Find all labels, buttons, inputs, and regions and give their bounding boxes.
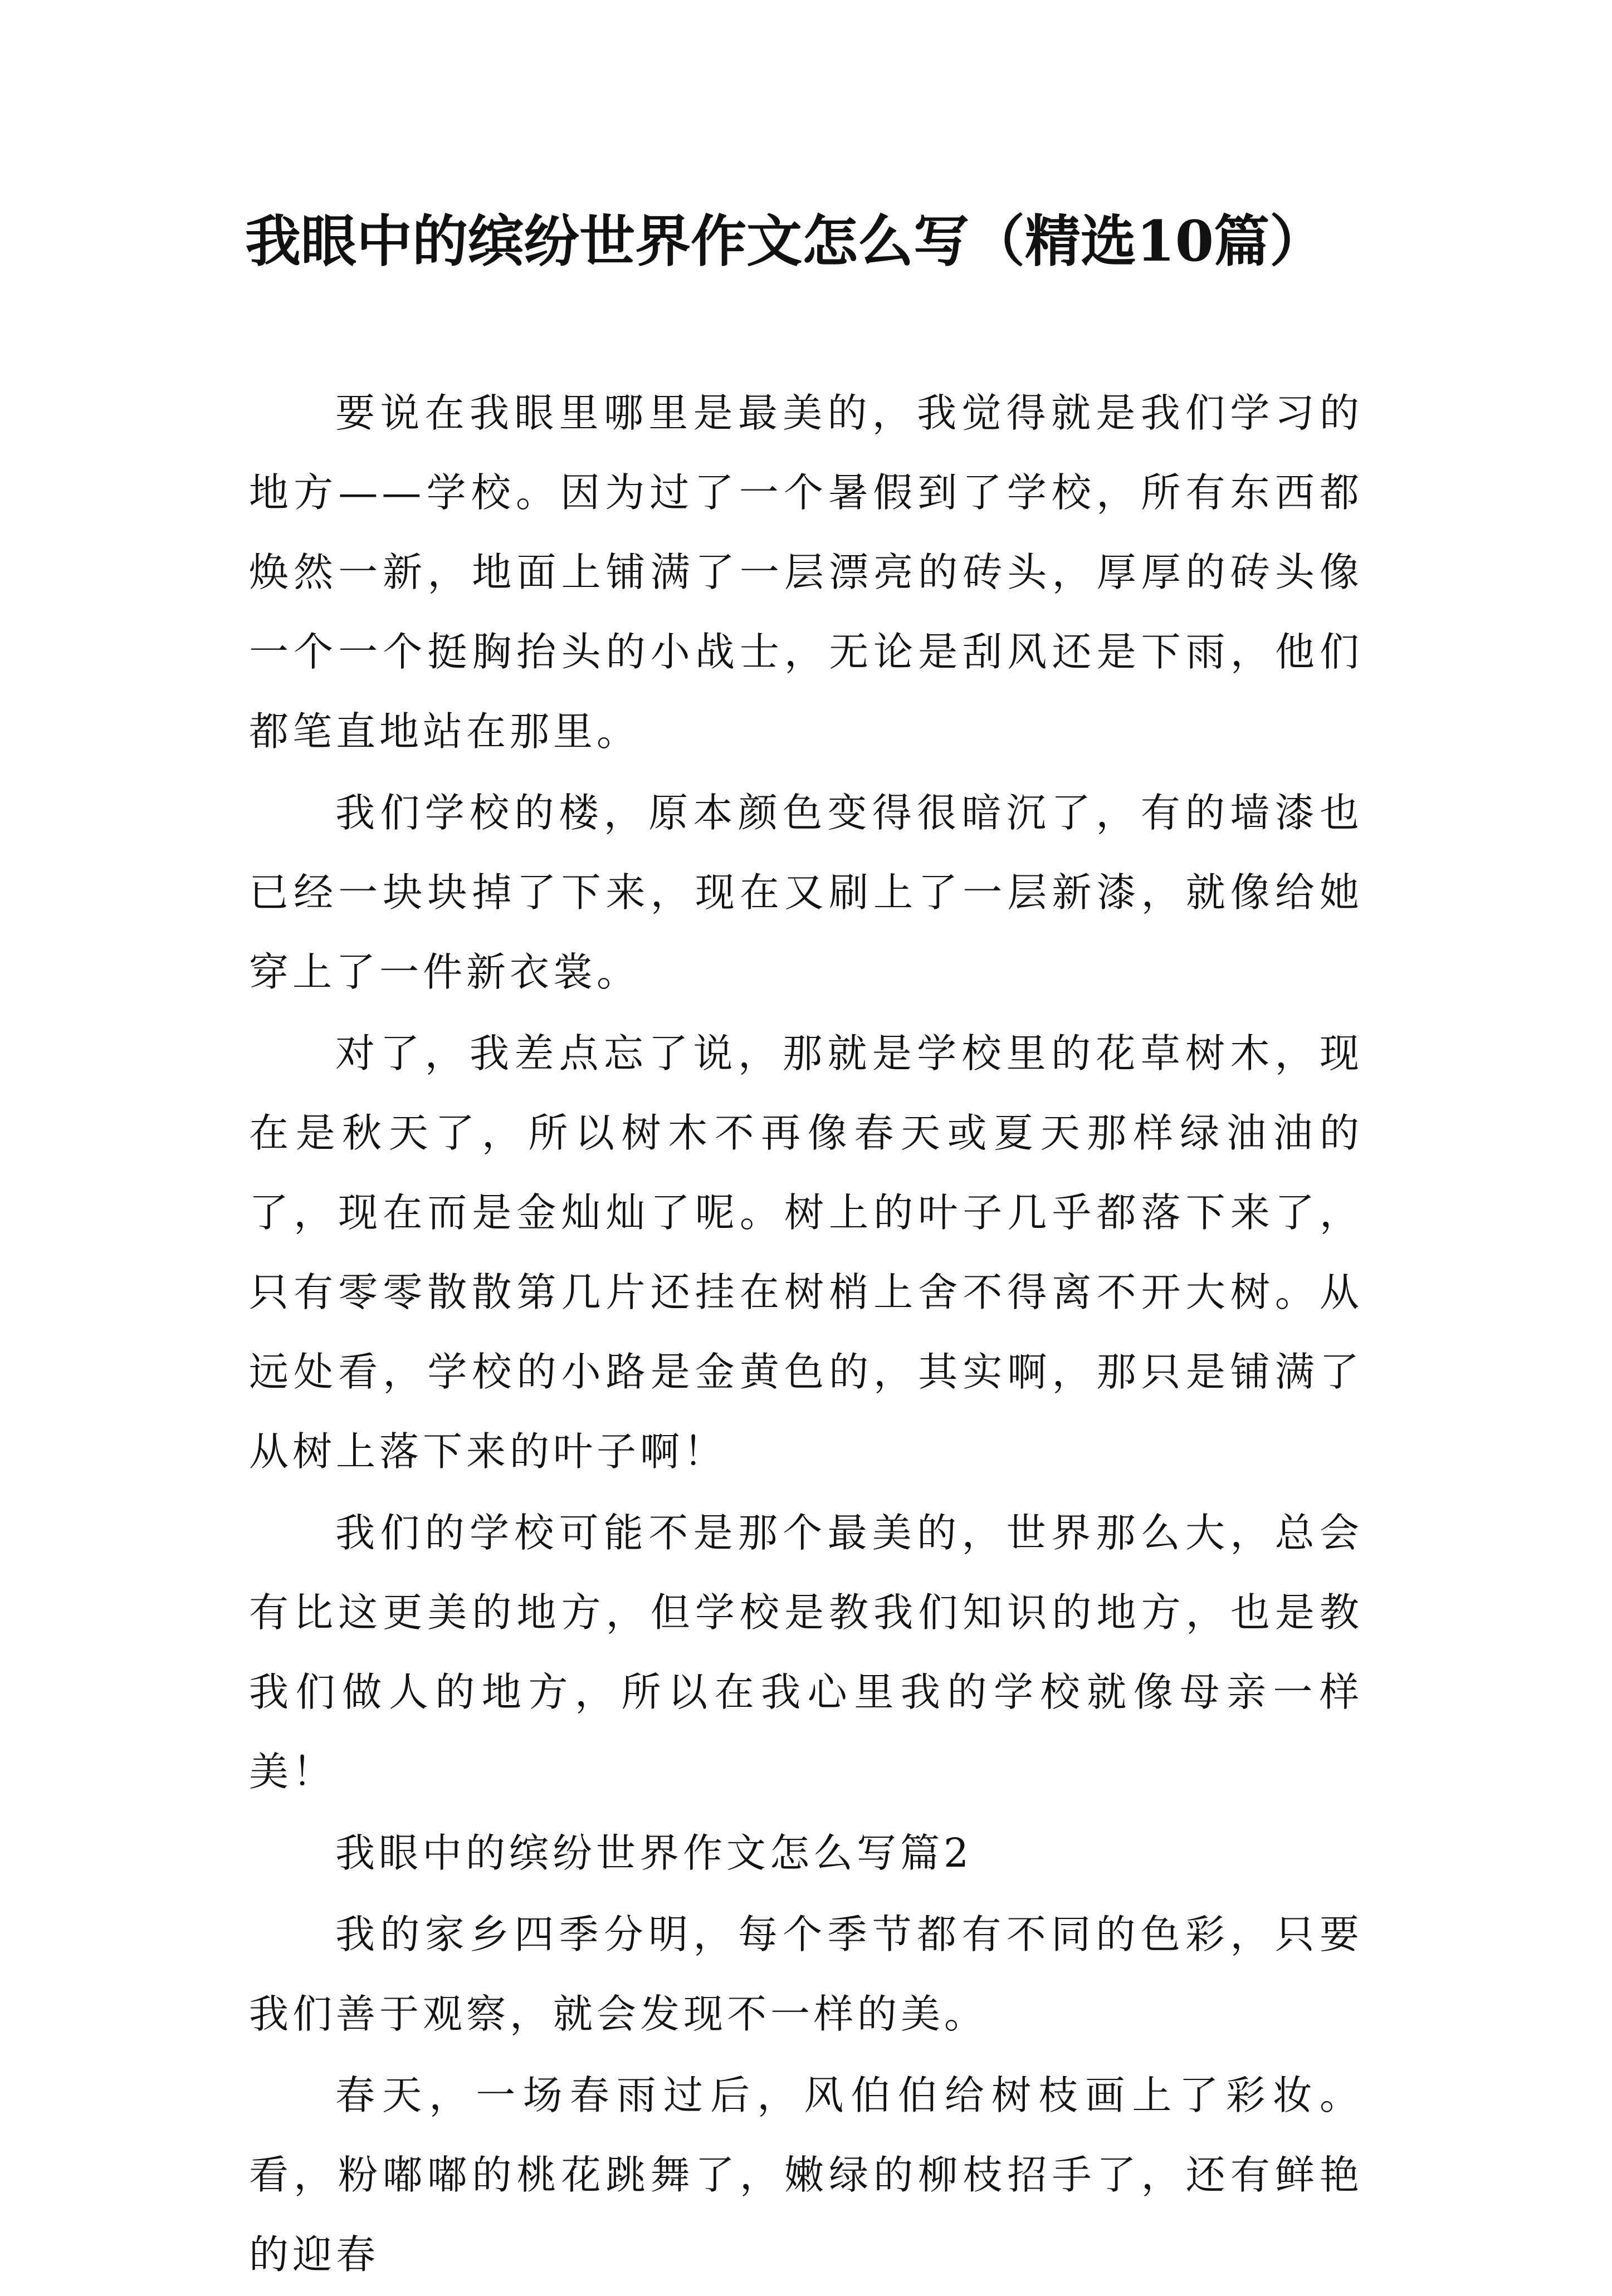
section-heading: 我眼中的缤纷世界作文怎么写篇2 — [335, 1830, 973, 1876]
paragraph: 我们的学校可能不是那个最美的，世界那么大，总会有比这更美的地方，但学校是教我们知识的地方，也是教我们做人的地方，所以在我心里我的学校就像母亲一样美！ — [249, 1510, 1363, 1795]
paragraph: 对了，我差点忘了说，那就是学校里的花草树木，现在是秋天了，所以树木不再像春天或夏天那样绿油油的了，现在而是金灿灿了呢。树上的叶子几乎都落下来了，只有零零散散第几片还挂在树梢上舍不得离不开大树。从远处看，学校的小路是金黄色的，其实啊，那只是铺满了从树上落下来的叶子啊！ — [249, 1030, 1363, 1475]
document-body — [249, 373, 1363, 2296]
paragraph: 我的家乡四季分明，每个季节都有不同的色彩，只要我们善于观察，就会发现不一样的美。 — [249, 1911, 1363, 2037]
document-title: 我眼中的缤纷世界作文怎么写（精选10篇） — [245, 208, 1326, 274]
paragraph: 我们学校的楼，原本颜色变得很暗沉了，有的墙漆也已经一块块掉了下来，现在又刷上了一层新漆，就像给她穿上了一件新衣裳。 — [249, 790, 1363, 995]
paragraph: 要说在我眼里哪里是最美的，我觉得就是我们学习的地方——学校。因为过了一个暑假到了学校，所有东西都焕然一新，地面上铺满了一层漂亮的砖头，厚厚的砖头像一个一个挺胸抬头的小战士，无论是刮风还是下雨，他们都笔直地站在那里。 — [249, 390, 1363, 755]
paragraph: 春天，一场春雨过后，风伯伯给树枝画上了彩妆。看，粉嘟嘟的桃花跳舞了，嫩绿的柳枝招手了，还有鲜艳的迎春 — [249, 2072, 1363, 2278]
